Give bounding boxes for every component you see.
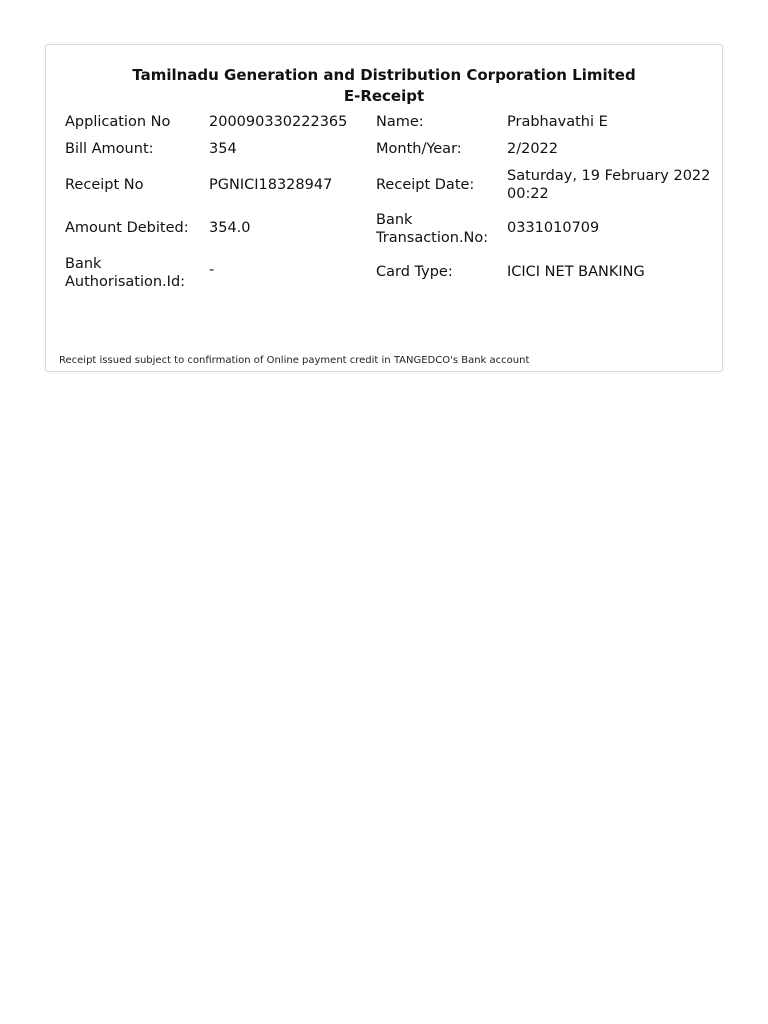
receipt-date-value-line1: Saturday, 19 February 2022	[507, 168, 711, 184]
card-type-value: ICICI NET BANKING	[507, 264, 645, 280]
receipt-date-label: Receipt Date:	[376, 177, 475, 193]
organization-title: Tamilnadu Generation and Distribution Corporation Limited	[132, 66, 636, 84]
bank-authorisation-value: -	[209, 262, 215, 278]
bank-transaction-label-line2: Transaction.No:	[376, 230, 489, 246]
month-year-label: Month/Year:	[376, 141, 462, 157]
bank-transaction-value: 0331010709	[507, 220, 600, 236]
bank-authorisation-label-line1: Bank	[65, 256, 102, 272]
name-value: Prabhavathi E	[507, 114, 608, 130]
name-label: Name:	[376, 114, 424, 130]
amount-debited-value: 354.0	[209, 220, 251, 236]
application-no-label: Application No	[65, 114, 171, 130]
bill-amount-label: Bill Amount:	[65, 141, 154, 157]
amount-debited-label: Amount Debited:	[65, 220, 189, 236]
month-year-value: 2/2022	[507, 141, 559, 157]
e-receipt-card	[45, 44, 723, 372]
bill-amount-value: 354	[209, 141, 237, 157]
document-title: E-Receipt	[343, 87, 425, 105]
card-type-label: Card Type:	[376, 264, 453, 280]
receipt-date-value-line2: 00:22	[507, 186, 549, 202]
footer-note: Receipt issued subject to confirmation of Online payment credit in TANGEDCO's Bank account	[59, 355, 530, 366]
receipt-no-label: Receipt No	[65, 177, 144, 193]
bank-transaction-label-line1: Bank	[376, 212, 413, 228]
bank-authorisation-label-line2: Authorisation.Id:	[65, 274, 186, 290]
receipt-no-value: PGNICI18328947	[209, 177, 333, 193]
application-no-value: 200090330222365	[209, 114, 348, 130]
